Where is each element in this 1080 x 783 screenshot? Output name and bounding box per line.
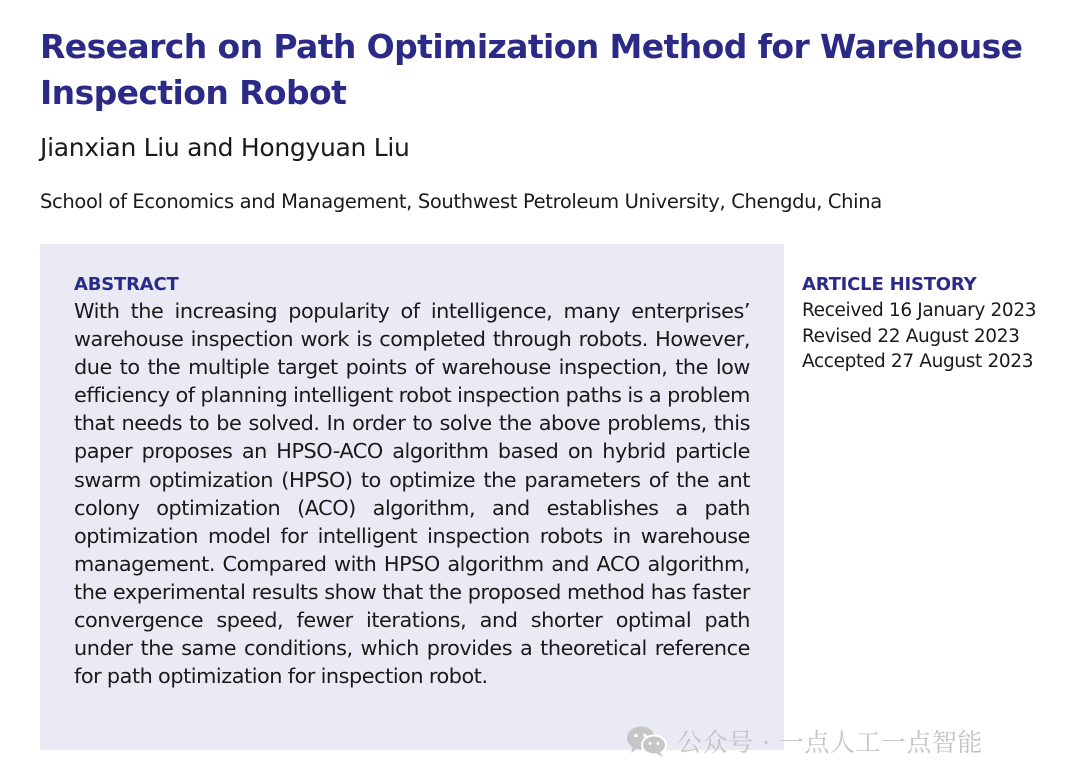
watermark [625, 722, 983, 760]
author-affiliation: School of Economics and Management, Southwest Petroleum University, Chengdu, China [40, 190, 882, 213]
wechat-icon [625, 724, 669, 758]
paper-title: Research on Path Optimization Method for Warehouse Inspection Robot [40, 27, 1023, 112]
paper-authors: Jianxian Liu and Hongyuan Liu [40, 133, 410, 162]
abstract-text: With the increasing popularity of intelligence, many enterprises’ warehouse inspection work is completed through robots. However, due to the multiple target points of warehouse inspection, the low efficiency of planning intelligent robot inspection paths is a problem that needs to be solved. In order to solve the above problems, this paper proposes an HPSO-ACO algorithm based on hybrid particle swarm optimization (HPSO) to optimize the parameters of the ant colony optimization (ACO) algorithm, and establishes a path optimization model for intelligent inspection robots in warehouse management. Compared with HPSO algorithm and ACO algorithm, the experimental results show that the proposed method has faster convergence speed, fewer iterations, and shorter optimal path under the same conditions, which provides a theoretical reference for path optimization for inspection robot. [74, 299, 750, 689]
article-history-heading: ARTICLE HISTORY [802, 274, 977, 295]
abstract-heading: ABSTRACT [74, 274, 179, 295]
history-received: Received 16 January 2023 [802, 300, 1037, 321]
watermark-text: 公众号 · 一点人工一点智能 [677, 728, 983, 757]
article-history-list [802, 298, 1036, 375]
history-accepted: Accepted 27 August 2023 [802, 351, 1034, 372]
history-revised: Revised 22 August 2023 [802, 325, 1020, 347]
